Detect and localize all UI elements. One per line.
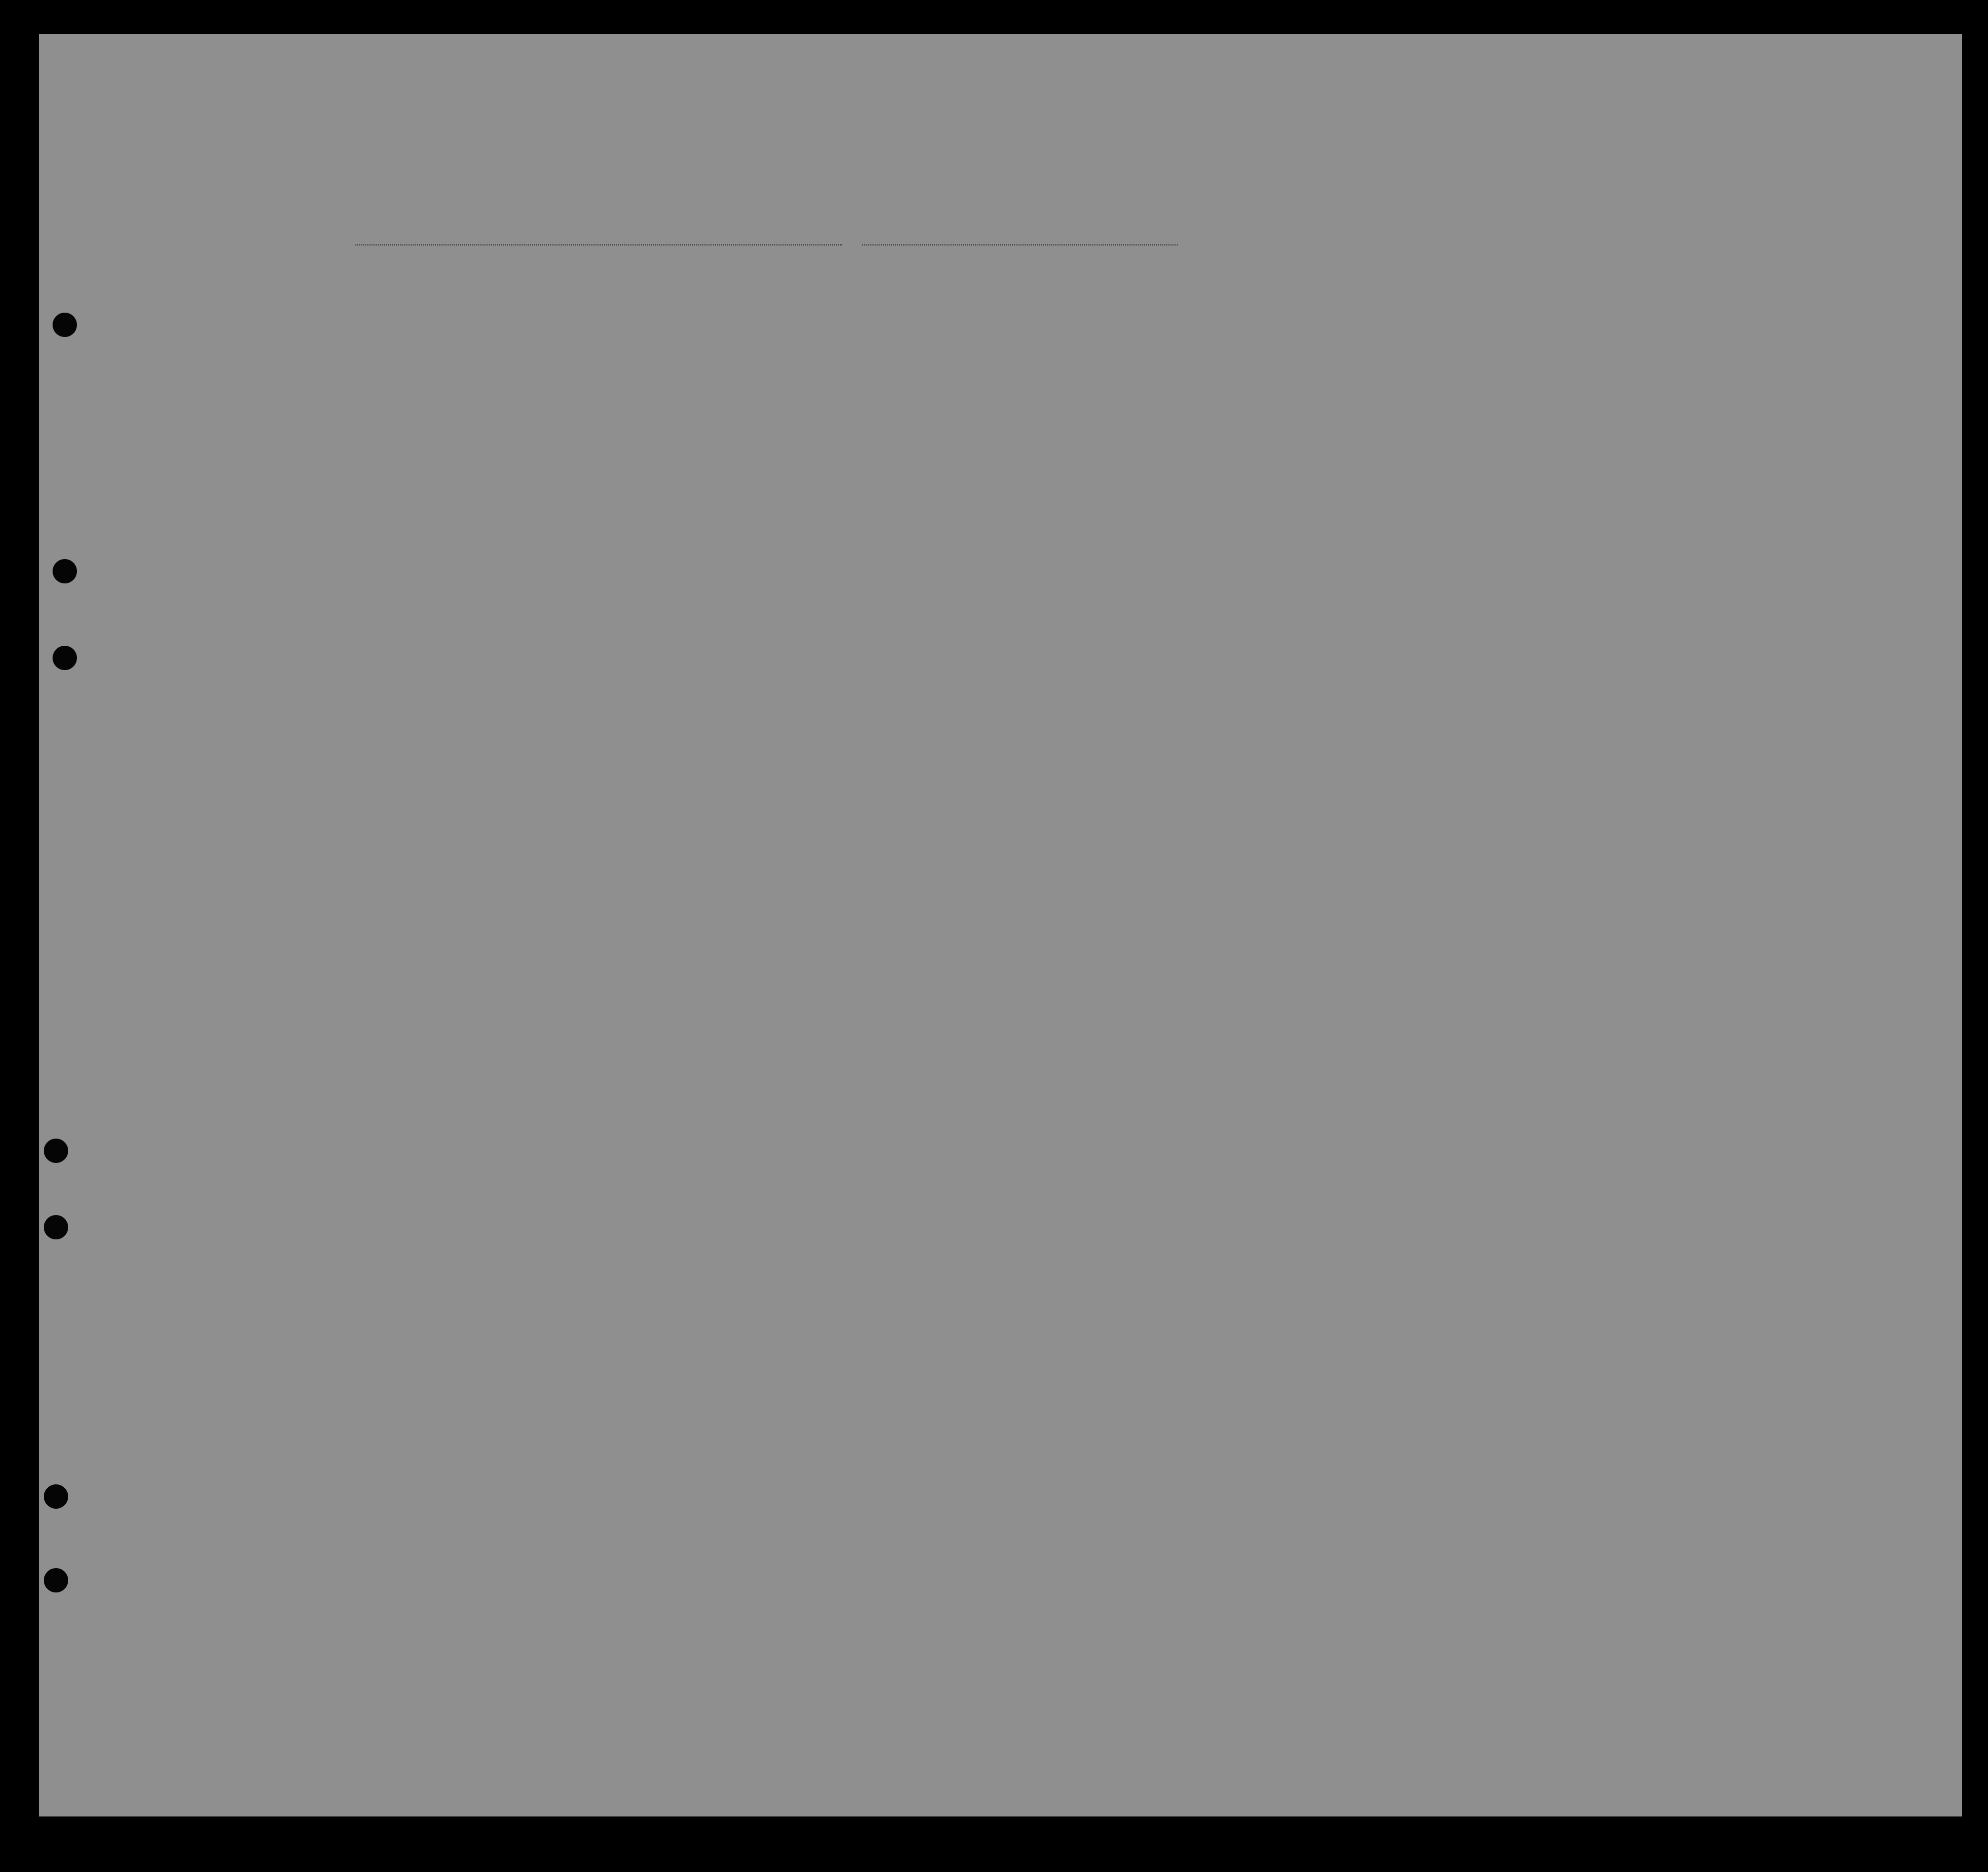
punch-hole — [53, 313, 77, 337]
punch-hole — [44, 1484, 68, 1509]
punch-hole — [44, 1139, 68, 1163]
punch-hole — [44, 1215, 68, 1239]
punch-hole — [53, 559, 77, 583]
punch-hole — [53, 646, 77, 670]
date-underline — [862, 244, 1178, 245]
punch-hole — [44, 1568, 68, 1592]
port-underline — [355, 244, 842, 245]
